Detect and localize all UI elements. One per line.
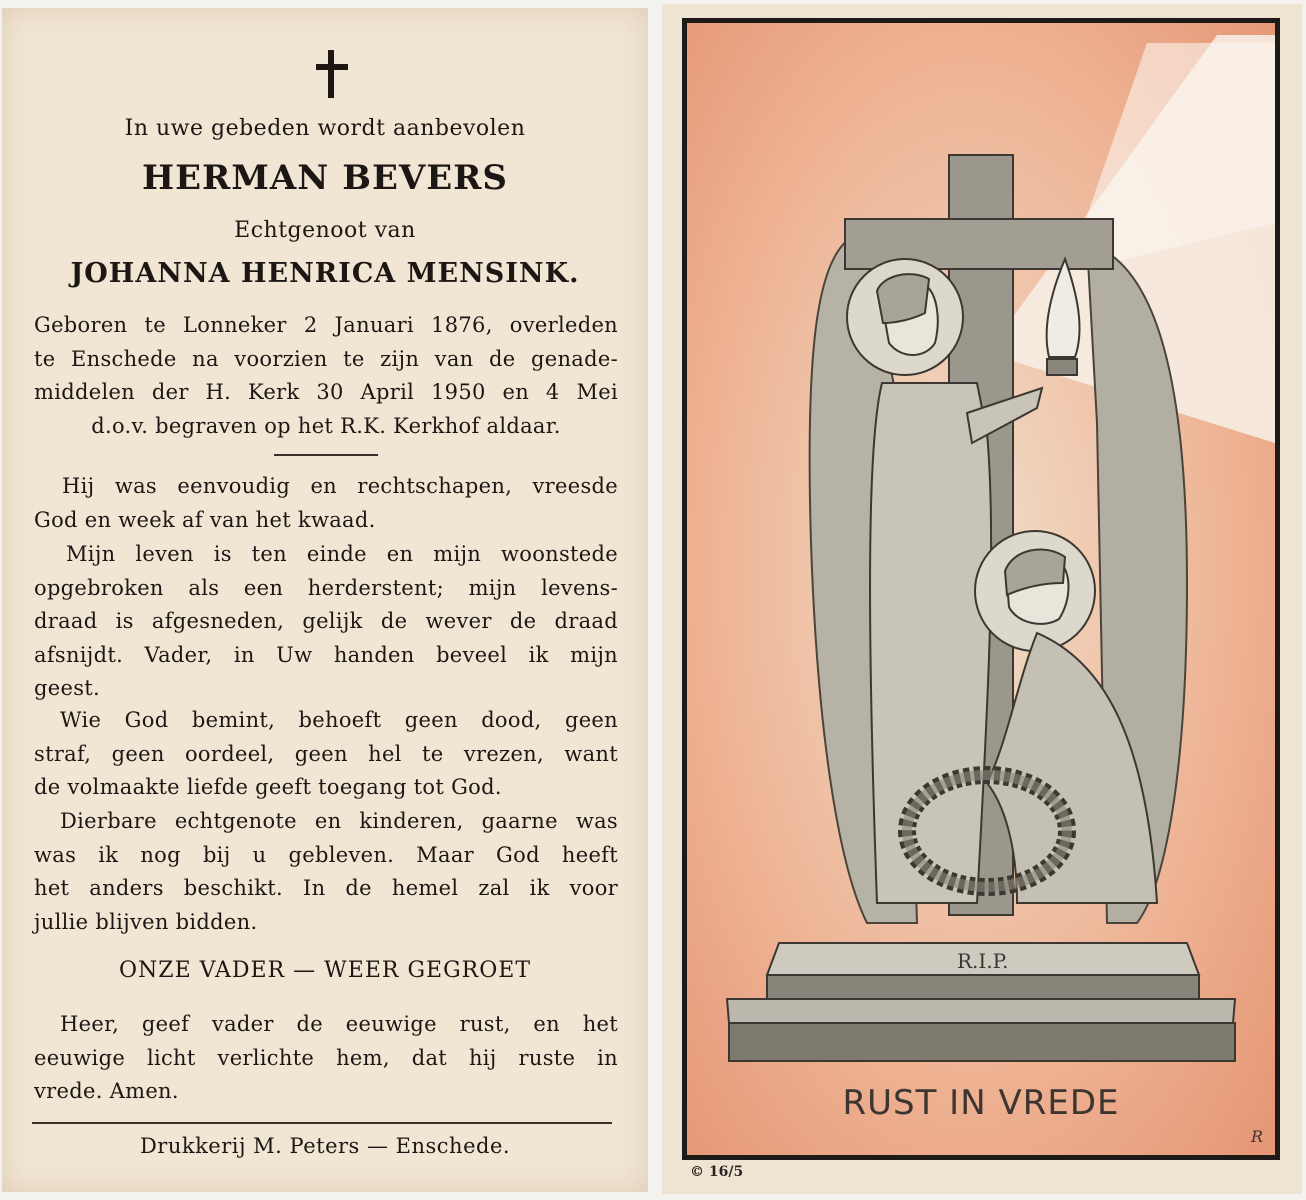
verse-paragraph	[34, 805, 618, 939]
angel-monument-illustration	[687, 23, 1275, 1155]
verse-line: Wie God bemint, behoeft geen dood, geen	[60, 708, 618, 732]
prayer-heading: ONZE VADER — WEER GEGROET	[119, 958, 531, 983]
deceased-name: HERMAN BEVERS	[142, 158, 508, 198]
verse-line: Dierbare echtgenote en kinderen, gaarne was	[60, 809, 618, 833]
divider	[32, 1122, 612, 1124]
spouse-label: Echtgenoot van	[234, 218, 416, 243]
verse-line: afsnijdt. Vader, in Uw handen beveel ik mijn	[34, 642, 618, 667]
copyright-mark: © 16/5	[690, 1164, 744, 1180]
bio-line: d.o.v. begraven op het R.K. Kerkhof aldaar.	[91, 413, 561, 438]
verse-paragraph	[34, 538, 618, 706]
biography-paragraph	[34, 309, 618, 443]
printer-credit: Drukkerij M. Peters — Enschede.	[139, 1134, 511, 1158]
verse-line: geest.	[34, 676, 100, 700]
bio-line: Geboren te Lonneker 2 Januari 1876, overleden	[34, 313, 618, 337]
bio-line: middelen der H. Kerk 30 April 1950 en 4 Mei	[34, 380, 618, 404]
verse-line: straf, geen oordeel, geen hel te vrezen, want	[34, 741, 618, 766]
verse-paragraph	[34, 470, 618, 537]
verse-line: Mijn leven is ten einde en mijn woonstede	[66, 542, 618, 566]
bio-line: te Enschede na voorzien te zijn van de genade-	[34, 346, 618, 371]
caption-text: RUST IN VREDE	[842, 1083, 1120, 1123]
memorial-text-card	[2, 8, 648, 1192]
intro-text: In uwe gebeden wordt aanbevolen	[124, 116, 526, 141]
verse-line: was ik nog bij u gebleven. Maar God heeft	[34, 842, 618, 867]
memorial-image-card	[662, 4, 1302, 1194]
prayer-line: eeuwige licht verlichte hem, dat hij ruste in	[34, 1045, 618, 1070]
verse-line: jullie blijven bidden.	[34, 909, 258, 934]
divider	[274, 454, 378, 456]
illustration-frame	[682, 18, 1280, 1160]
closing-prayer	[34, 1008, 618, 1109]
tomb-inscription: R.I.P.	[957, 949, 1009, 973]
artist-signature: R	[1250, 1127, 1263, 1146]
spouse-name: JOHANNA HENRICA MENSINK.	[70, 258, 580, 289]
verse-line: opgebroken als een herderstent; mijn levens-	[34, 575, 618, 600]
verse-line: het anders beschikt. In de hemel zal ik voor	[34, 876, 618, 900]
verse-line: draad is afgesneden, gelijk de wever de draad	[34, 609, 618, 633]
verse-paragraph	[34, 704, 618, 805]
prayer-line: Heer, geef vader de eeuwige rust, en het	[60, 1012, 618, 1036]
cross-icon	[312, 44, 352, 104]
verse-line: Hij was eenvoudig en rechtschapen, vreesde	[62, 474, 618, 498]
prayer-line: vrede. Amen.	[34, 1079, 179, 1103]
verse-line: God en week af van het kwaad.	[34, 507, 376, 532]
verse-line: de volmaakte liefde geeft toegang tot God.	[34, 775, 502, 799]
